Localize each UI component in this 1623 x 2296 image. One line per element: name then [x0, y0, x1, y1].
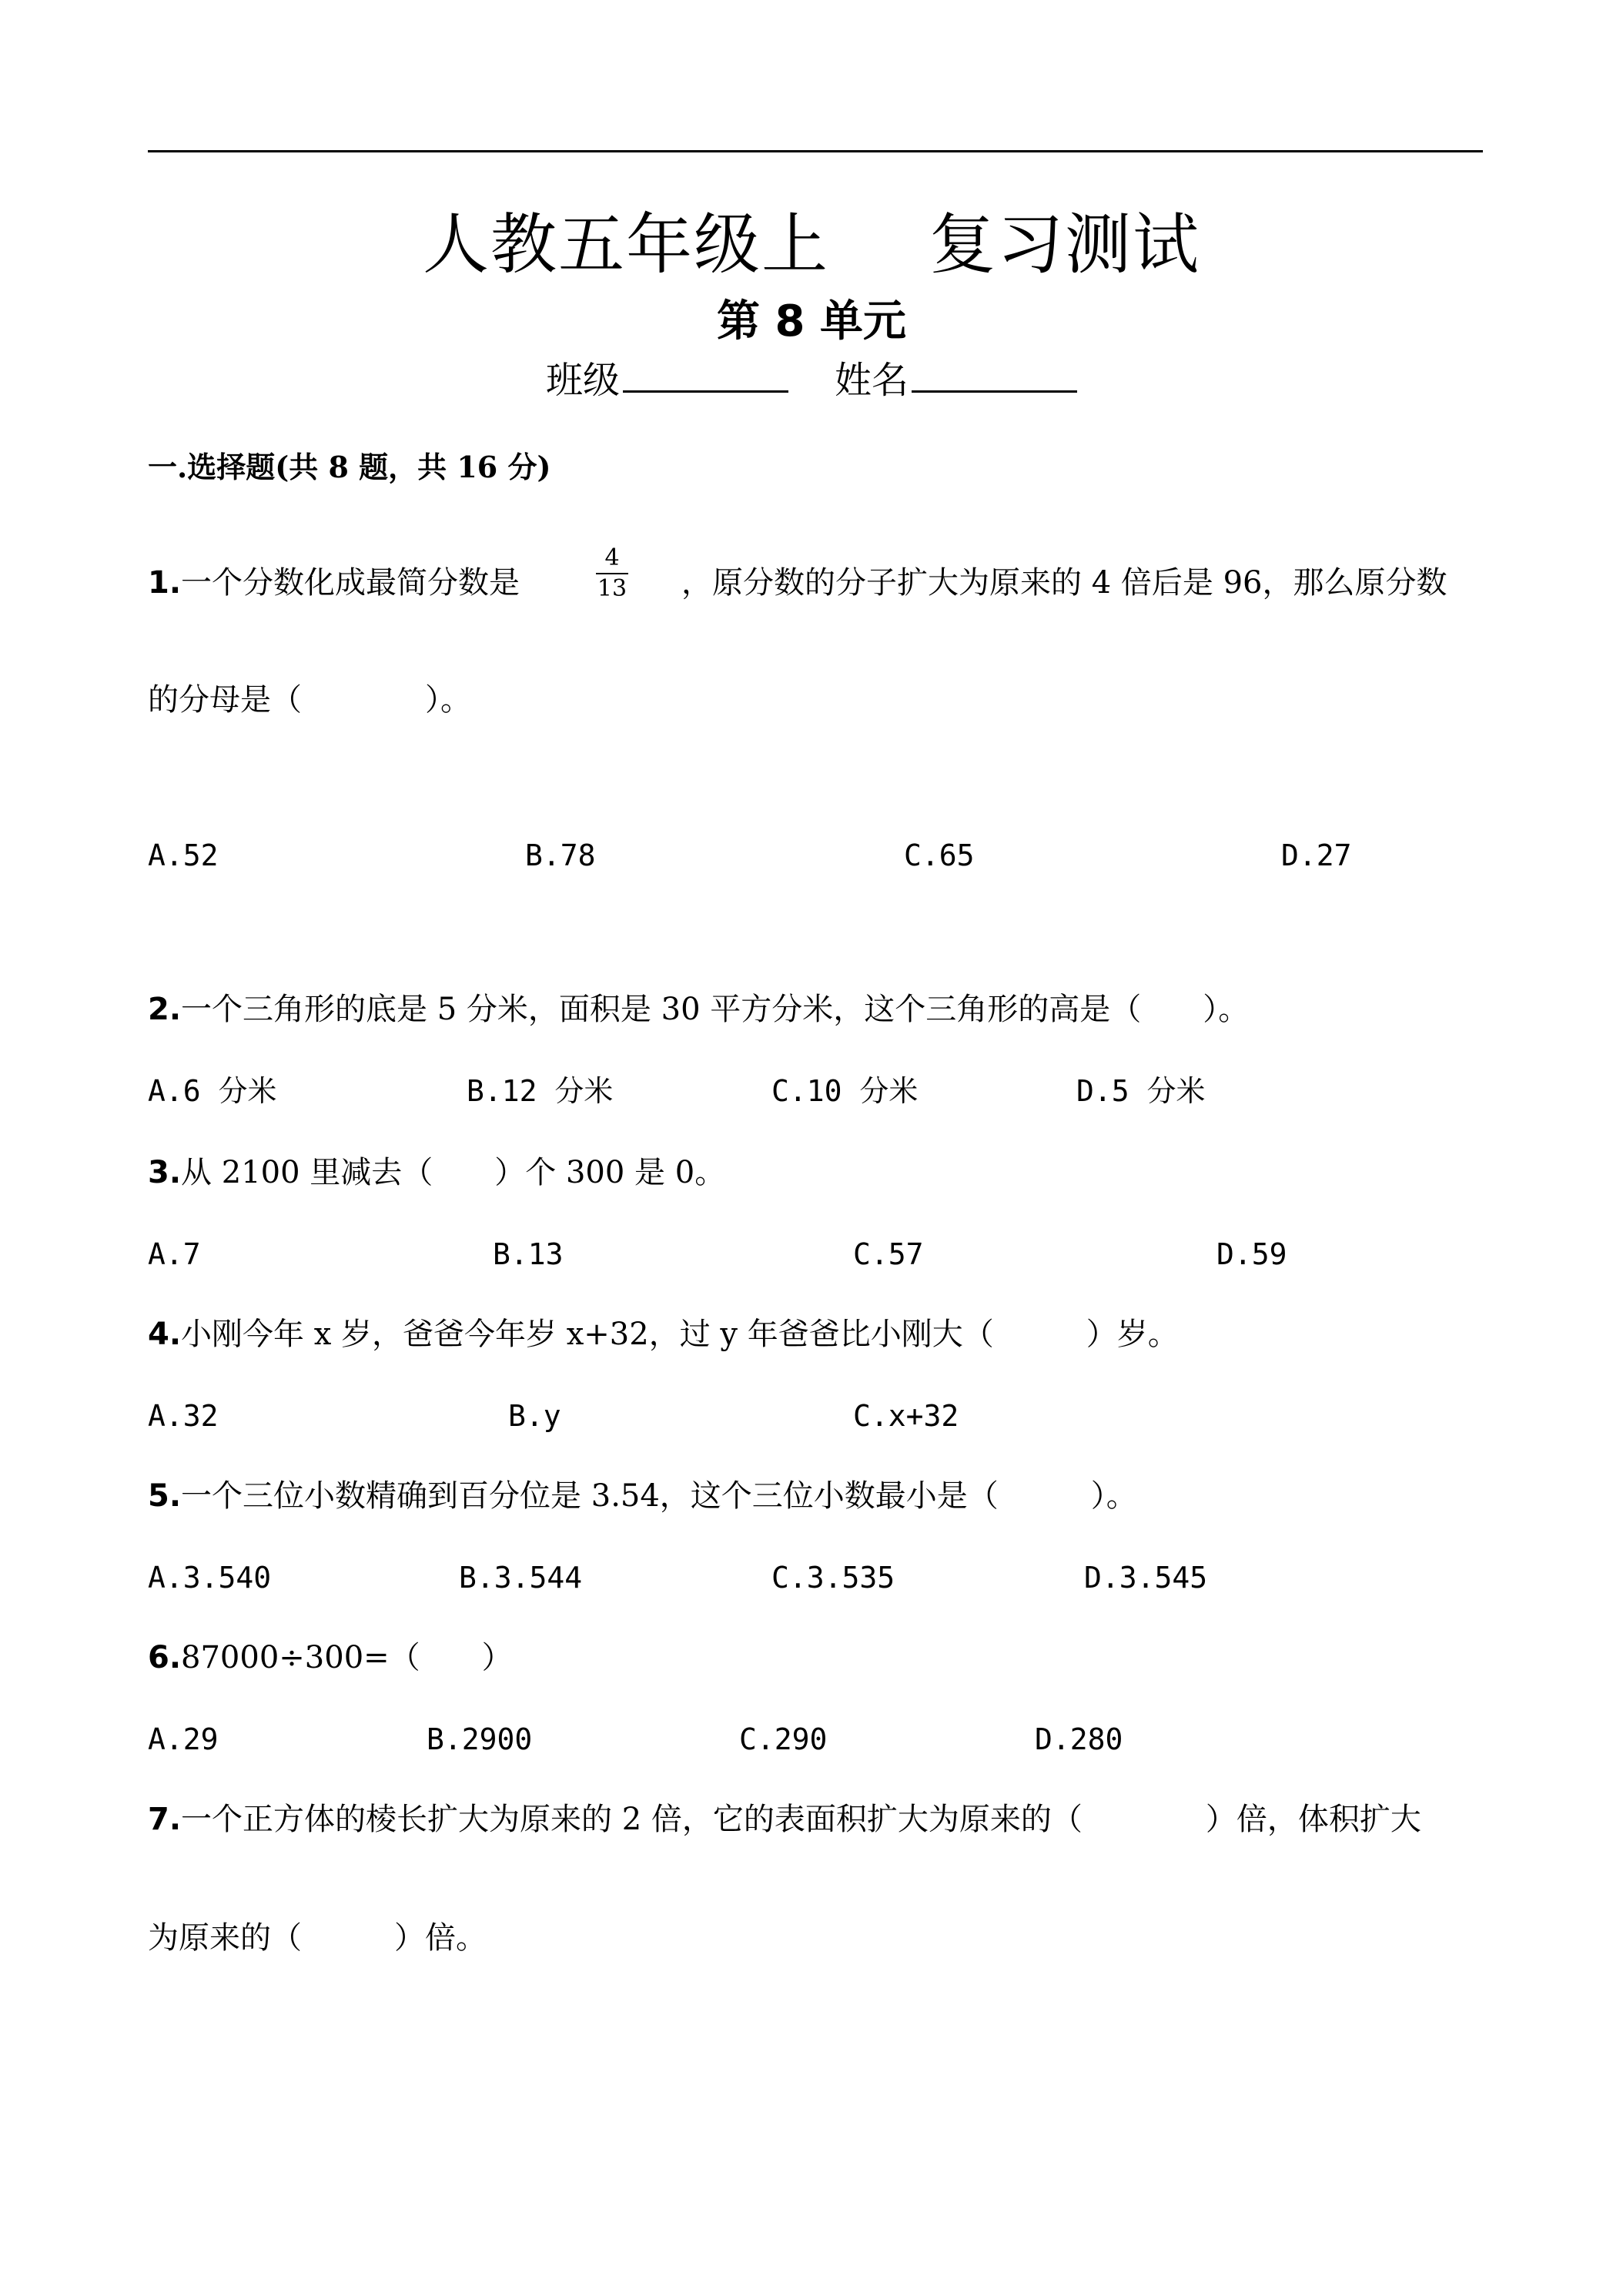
option-a[interactable]: A.7	[148, 1237, 201, 1271]
question-6	[148, 1637, 513, 1678]
option-c[interactable]: C.290	[739, 1722, 828, 1756]
name-label: 姓名	[835, 359, 909, 402]
option-b[interactable]: B.13	[493, 1237, 564, 1271]
question-text: 一个三位小数精确到百分位是 3.54，这个三位小数最小是（ ）。	[181, 1478, 1137, 1514]
option-c[interactable]: C.57	[853, 1237, 924, 1271]
title-left: 人教五年级上	[423, 206, 829, 283]
option-b[interactable]: B.y	[508, 1399, 561, 1433]
question-text-continued: ，原分数的分子扩大为原来的 4 倍后是 96，那么原分数	[681, 565, 1447, 601]
option-a[interactable]: A.32	[148, 1399, 219, 1433]
class-name-line	[0, 356, 1623, 405]
section-heading: 一.选择题(共 8 题，共 16 分)	[148, 450, 551, 484]
fraction	[593, 545, 631, 602]
question-text: 一个三角形的底是 5 分米，面积是 30 平方分米，这个三角形的高是（ ）。	[181, 992, 1250, 1027]
header-rule	[148, 150, 1483, 152]
question-4	[148, 1314, 1179, 1355]
option-b[interactable]: B.2900	[427, 1722, 533, 1756]
option-b[interactable]: B.12 分米	[467, 1074, 614, 1108]
question-7	[148, 1799, 1421, 1840]
question-3	[148, 1152, 725, 1193]
question-number: 2.	[148, 992, 182, 1027]
option-b[interactable]: B.78	[525, 838, 596, 872]
question-text-line2: 为原来的（ ）倍。	[148, 1920, 487, 1956]
question-text: 小刚今年 x 岁，爸爸今年岁 x+32，过 y 年爸爸比小刚大（ ）岁。	[181, 1317, 1179, 1352]
option-d[interactable]: D.280	[1035, 1722, 1123, 1756]
question-number: 4.	[148, 1317, 182, 1352]
option-c[interactable]: C.3.535	[771, 1561, 895, 1595]
option-a[interactable]: A.29	[148, 1722, 219, 1756]
question-2	[148, 989, 1249, 1030]
option-c[interactable]: C.10 分米	[771, 1074, 919, 1108]
title-right: 复习测试	[929, 206, 1200, 283]
question-text: 从 2100 里减去（ ）个 300 是 0。	[181, 1155, 726, 1190]
question-text: 87000÷300=（ ）	[181, 1640, 513, 1675]
option-a[interactable]: A.52	[148, 838, 219, 872]
option-d[interactable]: D.27	[1281, 838, 1352, 872]
option-c[interactable]: C.x+32	[853, 1399, 959, 1433]
question-text: 一个正方体的棱长扩大为原来的 2 倍，它的表面积扩大为原来的（ ）倍，体积扩大	[181, 1802, 1421, 1837]
option-d[interactable]: D.59	[1216, 1237, 1287, 1271]
question-number: 7.	[148, 1802, 182, 1837]
question-number: 5.	[148, 1478, 182, 1514]
question-number: 3.	[148, 1155, 182, 1190]
question-number: 1.	[148, 565, 182, 601]
option-b[interactable]: B.3.544	[459, 1561, 583, 1595]
option-a[interactable]: A.6 分米	[148, 1074, 277, 1108]
question-number: 6.	[148, 1640, 182, 1675]
question-text: 一个分数化成最简分数是	[181, 565, 520, 601]
class-blank[interactable]	[623, 386, 788, 393]
question-text-line2: 的分母是（ ）。	[148, 682, 471, 718]
fraction-denominator: 13	[597, 575, 627, 602]
option-c[interactable]: C.65	[904, 838, 975, 872]
option-d[interactable]: D.3.545	[1084, 1561, 1208, 1595]
fraction-bar	[596, 573, 628, 574]
question-1	[148, 562, 520, 604]
fraction-numerator: 4	[604, 544, 620, 571]
unit-subtitle: 第 8 单元	[717, 296, 906, 346]
page-title	[0, 199, 1623, 291]
option-a[interactable]: A.3.540	[148, 1561, 272, 1595]
question-5	[148, 1475, 1137, 1517]
class-label: 班级	[545, 359, 620, 402]
option-d[interactable]: D.5 分米	[1076, 1074, 1206, 1108]
name-blank[interactable]	[912, 386, 1077, 393]
